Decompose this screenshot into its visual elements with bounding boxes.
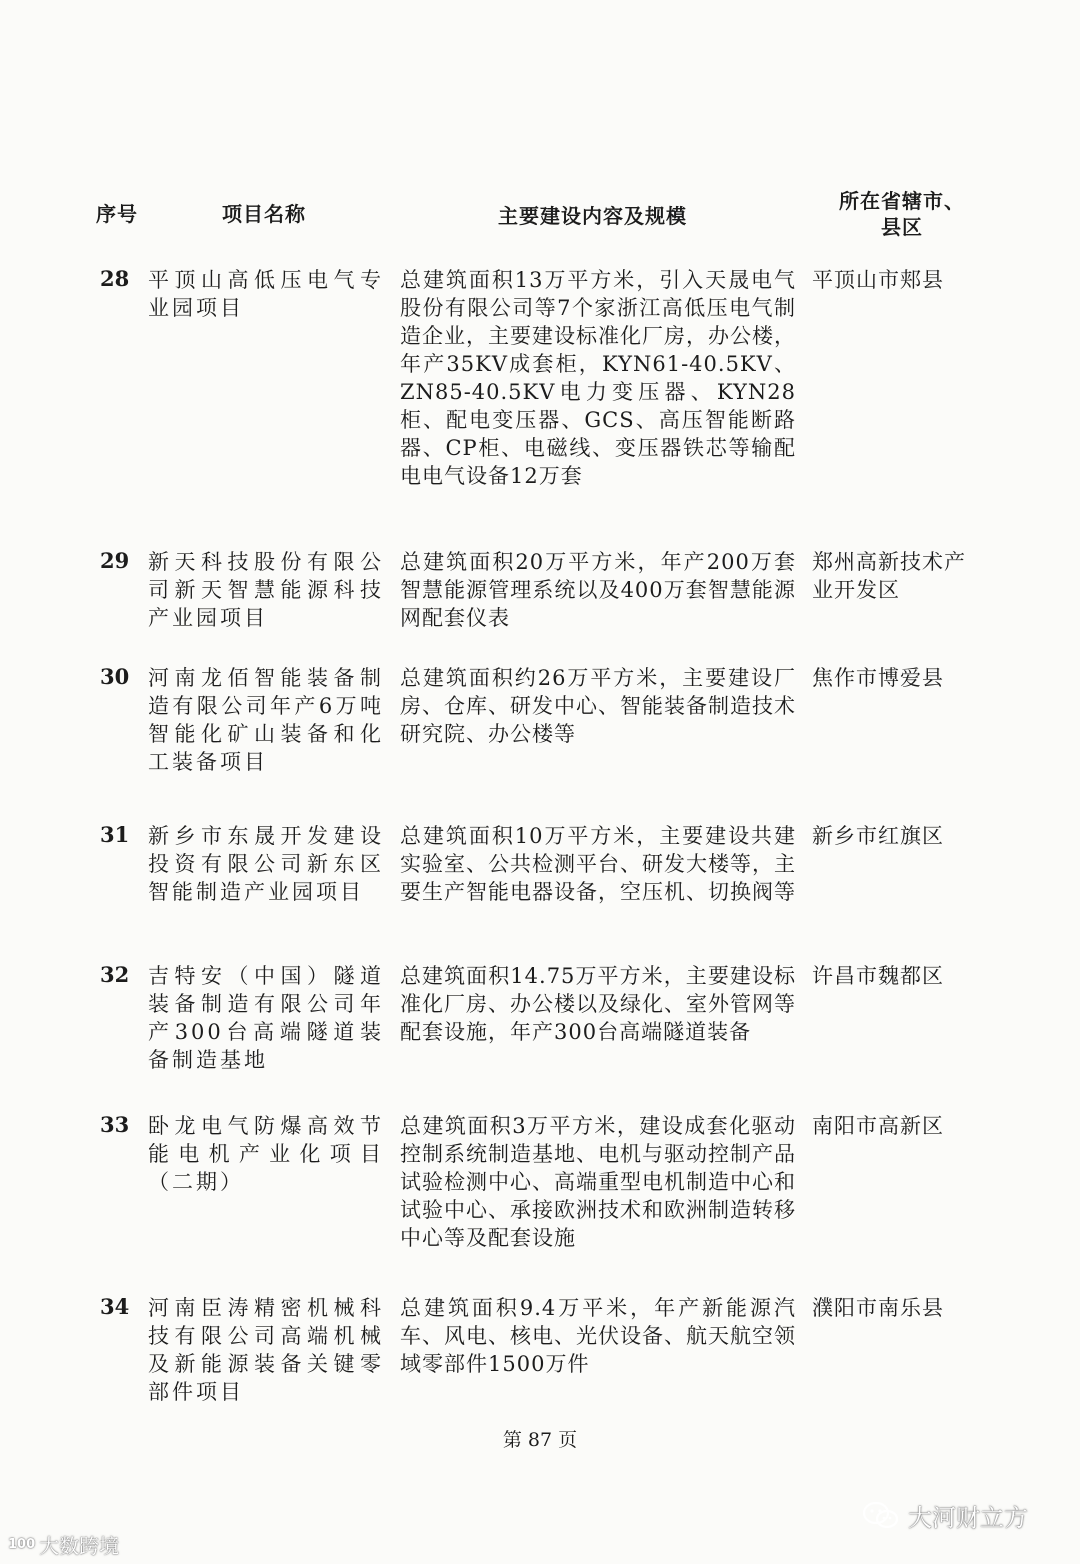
row-project-name: 平顶山高低压电气专业园项目: [148, 268, 384, 320]
row-number: 30: [100, 664, 130, 689]
row-content: 总建筑面积13万平方米，引入天晟电气股份有限公司等7个家浙江高低压电气制造企业，主要建设标准化厂房，办公楼，年产35KV成套柜，KYN61-40.5KV、ZN85-40.5KV电力变压器、KYN28柜、配电变压器、GCS、高压智能断路器、CP柜、电磁线、变压器铁芯等输配电电气设备12万套: [400, 268, 796, 488]
header-project-name: 项目名称: [222, 202, 306, 226]
row-number: 34: [100, 1294, 130, 1319]
header-location-line1: 所在省辖市、: [839, 189, 965, 213]
header-serial-number: 序号: [96, 202, 138, 226]
row-location: 濮阳市南乐县: [812, 1296, 944, 1320]
row-project-name: 河南龙佰智能装备制造有限公司年产6万吨智能化矿山装备和化工装备项目: [148, 666, 384, 774]
row-number: 28: [100, 266, 130, 291]
page-number: 第 87 页: [502, 1429, 578, 1451]
watermark-left-text: 大数跨境: [39, 1534, 120, 1558]
row-project-name: 新天科技股份有限公司新天智慧能源科技产业园项目: [148, 550, 384, 630]
row-content: 总建筑面积约26万平方米，主要建设厂房、仓库、研发中心、智能装备制造技术研究院、办公楼等: [400, 666, 796, 746]
watermark-logo: 100: [8, 1537, 36, 1552]
row-project-name: 新乡市东晟开发建设投资有限公司新东区智能制造产业园项目: [148, 824, 384, 904]
row-number: 33: [100, 1112, 130, 1137]
row-location: 许昌市魏都区: [812, 964, 944, 988]
row-location: 南阳市高新区: [812, 1114, 944, 1138]
row-content: 总建筑面积9.4万平米，年产新能源汽车、风电、核电、光伏设备、航天航空领域零部件1500万件: [400, 1296, 796, 1376]
header-location: [832, 188, 972, 240]
row-location: 郑州高新技术产业开发区: [812, 550, 966, 602]
wechat-icon: [862, 1500, 900, 1532]
row-project-name: 吉特安（中国）隧道装备制造有限公司年产300台高端隧道装备制造基地: [148, 964, 384, 1072]
row-content: 总建筑面积20万平方米，年产200万套智慧能源管理系统以及400万套智慧能源网配套仪表: [400, 550, 796, 630]
row-location: 平顶山市郏县: [812, 268, 944, 292]
watermark-right: [862, 1498, 1028, 1533]
row-content: 总建筑面积10万平方米，主要建设共建实验室、公共检测平台、研发大楼等，主要生产智能电器设备，空压机、切换阀等: [400, 824, 796, 904]
watermark-left: [8, 1530, 119, 1559]
row-location: 新乡市红旗区: [812, 824, 944, 848]
header-location-line2: 县区: [881, 215, 923, 239]
row-number: 29: [100, 548, 130, 573]
row-project-name: 河南臣涛精密机械科技有限公司高端机械及新能源装备关键零部件项目: [148, 1296, 384, 1404]
watermark-right-text: 大河财立方: [908, 1504, 1028, 1532]
row-number: 31: [100, 822, 130, 847]
row-content: 总建筑面积14.75万平方米，主要建设标准化厂房、办公楼以及绿化、室外管网等配套设施，年产300台高端隧道装备: [400, 964, 796, 1044]
row-content: 总建筑面积3万平方米，建设成套化驱动控制系统制造基地、电机与驱动控制产品试验检测中心、高端重型电机制造中心和试验中心、承接欧洲技术和欧洲制造转移中心等及配套设施: [400, 1114, 796, 1250]
row-number: 32: [100, 962, 130, 987]
row-location: 焦作市博爱县: [812, 666, 944, 690]
header-construction-content: 主要建设内容及规模: [498, 204, 687, 228]
row-project-name: 卧龙电气防爆高效节能电机产业化项目（二期）: [148, 1114, 384, 1194]
